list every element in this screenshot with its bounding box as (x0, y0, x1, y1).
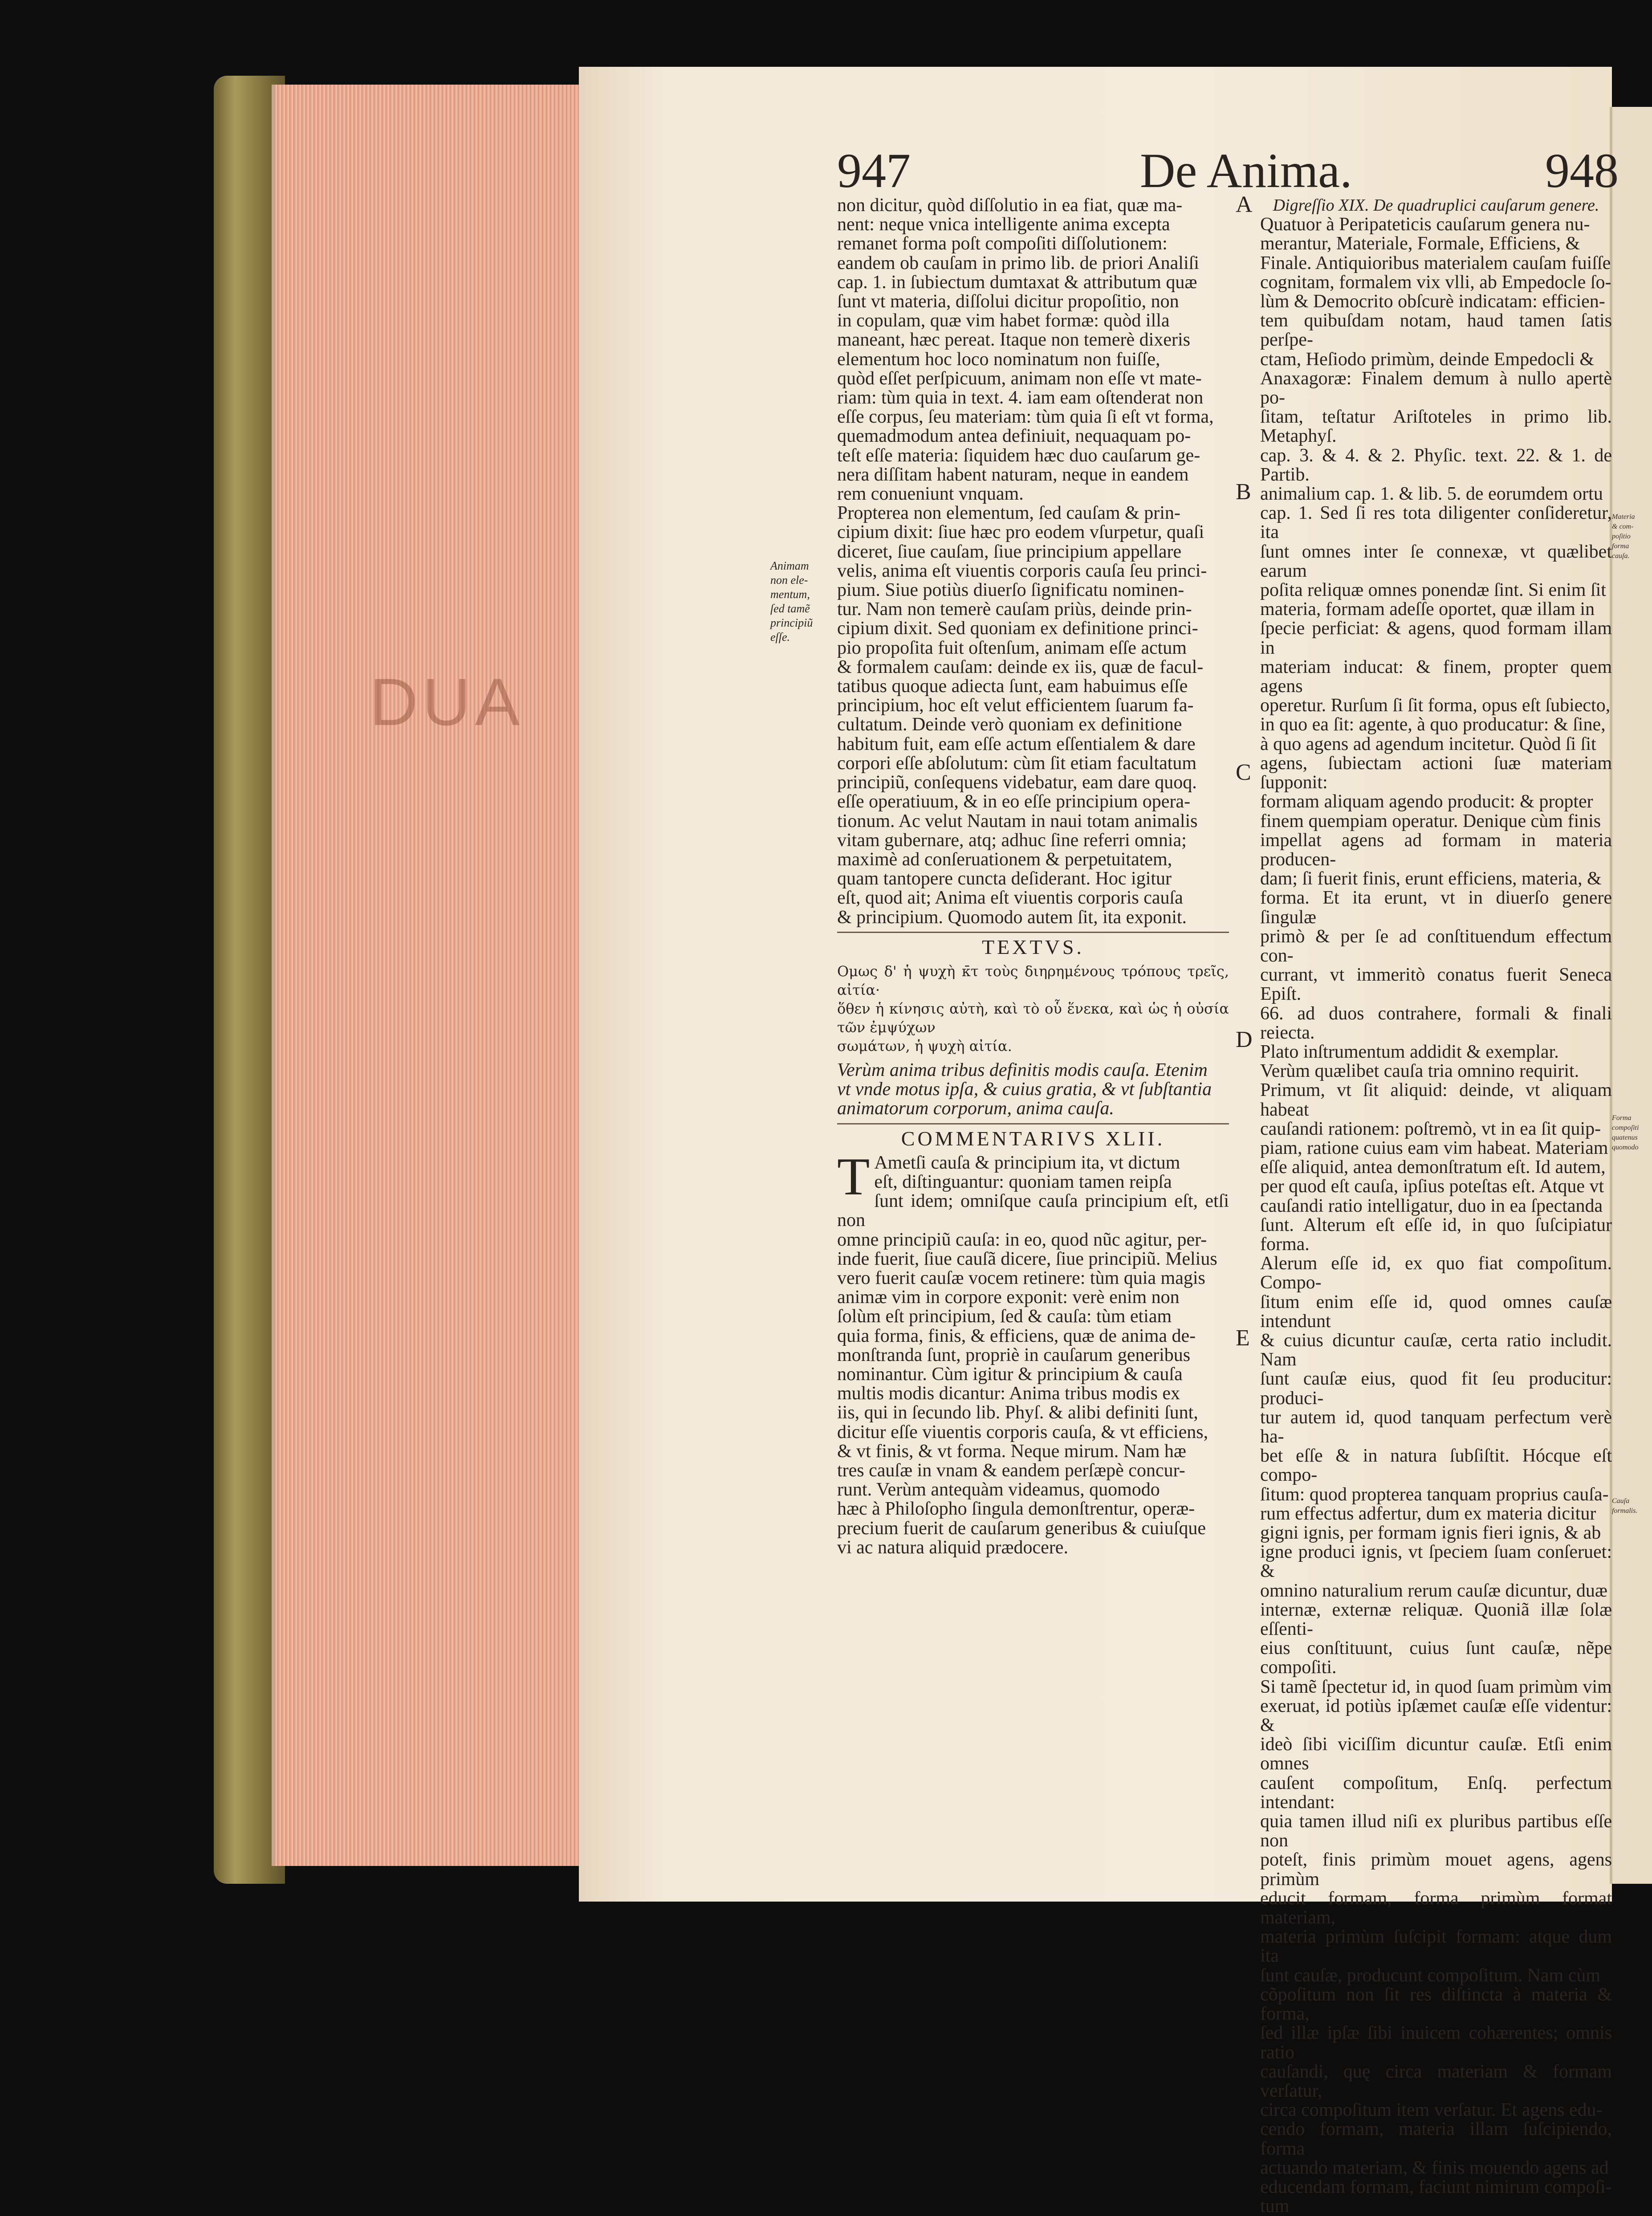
margin-line: Cauſa (1612, 1497, 1630, 1505)
text-line: materia primùm ſuſcipit formam: atque dum ita (1260, 1927, 1612, 1967)
commentary-line: quia forma, finis, & efficiens, quæ de anima de- (837, 1325, 1196, 1346)
text-line: à quo agens ad agendum incitetur. Quòd ſi ſit (1260, 733, 1596, 754)
text-line: quemadmodum antea definiuit, nequaquam po- (837, 426, 1191, 447)
section-letter-c: C (1236, 760, 1251, 785)
text-line: & principium. Quomodo autem ſit, ita exponit. (837, 907, 1187, 928)
greek-line: Ομως δ' ἡ ψυχὴ κ̄τ τοὺς διηρημένους τρόπους τρεῖς, αἰτία· (837, 962, 1229, 998)
text-line: eſſe aliquid, antea demonſtratum eſt. Id autem, (1260, 1157, 1606, 1178)
margin-line: & com- (1612, 523, 1634, 530)
text-line: elementum hoc loco nominatum non fuiſſe, (837, 349, 1160, 370)
greek-line: σωμάτων, ἡ ψυχὴ αἰτία. (837, 1037, 1012, 1055)
text-line: rum effectus adfertur, dum ex materia dicitur (1260, 1503, 1596, 1524)
margin-line: cauſa. (1612, 552, 1630, 560)
text-line: tur. Nam non temerè cauſam priùs, deinde prin- (837, 599, 1192, 620)
commentary-line: vi ac natura aliquid prædocere. (837, 1537, 1068, 1558)
text-line: Si tamẽ ſpectetur id, in quod ſuam primùm vim (1260, 1676, 1612, 1697)
text-line: eius conſtituunt, cuius ſunt cauſæ, nẽpe compoſiti. (1260, 1638, 1612, 1678)
text-line: tem quibuſdam notam, haud tamen ſatis perſpe- (1260, 310, 1612, 350)
spine-stamp: DUA (370, 664, 524, 739)
margin-line: mentum, (770, 588, 810, 601)
text-line: Quatuor à Peripateticis cauſarum genera nu- (1260, 214, 1590, 235)
text-line: non dicitur, quòd diſſolutio in ea fiat, quæ ma- (837, 195, 1183, 216)
margin-line: Animam (770, 559, 809, 572)
margin-line: Materia (1612, 513, 1635, 521)
latin-line: vt vnde motus ipſa, & cuius gratia, & vt ſubſtantia (837, 1079, 1212, 1100)
text-line: ſunt. Alterum eſt eſſe id, in quo ſuſcipiatur forma. (1260, 1214, 1612, 1255)
text-line: currant, vt immeritò conatus fuerit Seneca Epiſt. (1260, 965, 1612, 1005)
margin-line: forma (1612, 542, 1629, 550)
text-line: agens, ſubiectam actioni ſuæ materiam ſupponit: (1260, 753, 1612, 793)
section-letter-b: B (1236, 479, 1251, 505)
margin-line: compoſiti (1612, 1124, 1639, 1132)
text-line: ſunt omnes inter ſe connexæ, vt quælibet earum (1260, 541, 1612, 581)
text-line: in copulam, quæ vim habet formæ: quòd illa (837, 310, 1170, 331)
text-line: quia tamen illud niſi ex pluribus partibus eſſe non (1260, 1811, 1612, 1851)
text-line: igne produci ignis, vt ſpeciem ſuam conſeruet: & (1260, 1542, 1612, 1582)
text-line: pium. Siue potiùs diuerſo ſignificatu nominen- (837, 580, 1184, 601)
margin-line: poſitio (1612, 533, 1631, 540)
right-margin-note (1612, 1496, 1652, 1516)
text-line: tum (1260, 2196, 1290, 2216)
commentary-line: Ametſi cauſa & principium ita, vt dictum (874, 1152, 1180, 1173)
text-line: educit formam, forma primùm format materiam, (1260, 1888, 1612, 1928)
text-line: principium, hoc eſt velut efficientem ſuarum fa- (837, 695, 1194, 716)
text-line: cauſandi, quę circa materiam & formam verſatur, (1260, 2061, 1612, 2101)
text-line: lùm & Democrito obſcurè indicatam: efficien- (1260, 291, 1605, 312)
commentary-line: runt. Verùm antequàm videamus, quomodo (837, 1479, 1160, 1500)
margin-line: ſed tamẽ (770, 602, 810, 615)
commentary-line: precium fuerit de cauſarum generibus & cuiuſque (837, 1518, 1206, 1539)
text-line: merantur, Materiale, Formale, Efficiens, & (1260, 233, 1580, 254)
margin-line: eſſe. (770, 631, 790, 644)
text-line: quòd eſſet perſpicuum, animam non eſſe vt mate- (837, 368, 1202, 389)
text-line: cap. 1. Sed ſi res tota diligenter conſideretur, ita (1260, 503, 1612, 543)
text-line: impellat agens ad formam in materia producen- (1260, 830, 1612, 870)
text-line: cauſandi rationem: poſtremò, vt in ea ſit quip- (1260, 1118, 1601, 1139)
text-line: ſitum: quod propterea tanquam proprius cauſa- (1260, 1484, 1609, 1505)
commentary-line: & vt finis, & vt forma. Neque mirum. Nam hæ (837, 1441, 1186, 1462)
textus-heading: TEXTVS. (982, 935, 1084, 958)
section-letter-a: A (1236, 192, 1253, 217)
text-line: primò & per ſe ad conſtituendum effectum con- (1260, 926, 1612, 966)
text-line: cipium dixit: ſiue hæc pro eodem vſurpetur, quaſi (837, 522, 1204, 543)
greek-line: ὅθεν ἡ κίνησις αὐτὴ, καὶ τὸ οὗ ἕνεκα, καὶ ὡς ἡ οὐσία τῶν ἐμψύχων (837, 1000, 1229, 1036)
page-edges (272, 85, 587, 1866)
text-line: Plato inſtrumentum addidit & exemplar. (1260, 1041, 1559, 1062)
text-line: materia, formam adeſſe oportet, quæ illam in (1260, 599, 1595, 620)
text-line: riam: tùm quia in text. 4. iam eam oſtenderat non (837, 387, 1204, 408)
margin-line: quomodo (1612, 1144, 1639, 1151)
text-line: vitam gubernare, atq; adhuc ſine referri omnia; (837, 830, 1187, 851)
commentary-line: iis, qui in ſecundo lib. Phyſ. & alibi definiti ſunt, (837, 1402, 1198, 1423)
text-line: eſt, quod ait; Anima eſt viuentis corporis cauſa (837, 888, 1183, 908)
text-line: diceret, ſiue cauſam, ſiue principium appellare (837, 541, 1182, 562)
text-line: internæ, externæ reliquæ. Quoniã illæ ſolæ eſſenti- (1260, 1599, 1612, 1640)
text-line: animalium cap. 1. & lib. 5. de eorumdem ortu (1260, 484, 1603, 505)
commentary-text (837, 1146, 1229, 1558)
text-line: cendo formam, materia illam ſuſcipiendo, forma (1260, 2119, 1612, 2159)
commentary-line: dicitur eſſe viuentis corporis cauſa, & vt efficiens, (837, 1422, 1208, 1442)
text-line: gigni ignis, per formam ignis fieri ignis, & ab (1260, 1523, 1601, 1544)
text-line: principiũ, conſequens videbatur, eam dare quoq. (837, 772, 1197, 793)
text-line: remanet forma poſt compoſiti diſſolutionem: (837, 233, 1168, 254)
commentary-line: eſt, diſtinguantur: quoniam tamen reipſa (874, 1171, 1172, 1192)
text-line: 66. ad duos contrahere, formali & finali reiecta. (1260, 1003, 1612, 1043)
text-line: poteſt, finis primùm mouet agens, agens primùm (1260, 1849, 1612, 1890)
text-line: bet eſſe & in natura ſubſiſtit. Hócque eſt compo- (1260, 1446, 1612, 1486)
text-line: Primum, vt ſit aliquid: deinde, vt aliquam habeat (1260, 1080, 1612, 1120)
margin-line: principiũ (770, 616, 813, 629)
facing-page-edge (1610, 107, 1652, 1884)
greek-text (837, 962, 1229, 1055)
commentary-line: ſunt idem; omniſque cauſa principium eſt, etſi non (837, 1191, 1229, 1231)
text-line: ſunt cauſæ, producunt compoſitum. Nam cùm (1260, 1965, 1601, 1986)
left-margin-note (770, 559, 833, 644)
commentary-heading: COMMENTARIVS XLII. (901, 1127, 1165, 1150)
commentary-line: animæ vim in corpore exponit: verè enim non (837, 1287, 1180, 1308)
text-line: Verùm quælibet cauſa tria omnino requirit. (1260, 1061, 1579, 1082)
text-line: ſitam, teſtatur Ariſtoteles in primo lib. Metaphyſ. (1260, 407, 1612, 447)
text-line: per quod eſt cauſa, ipſius poteſtas eſt. Atque vt (1260, 1176, 1604, 1197)
text-line: habitum fuit, eam eſſe actum eſſentialem & dare (837, 733, 1196, 754)
text-line: maneant, hæc pereat. Itaque non temerè dixeris (837, 330, 1190, 350)
section-letter-e: E (1236, 1325, 1250, 1351)
text-line: ideò ſibi viciſſim dicuntur cauſæ. Etſi enim omnes (1260, 1734, 1612, 1774)
commentary-line: multis modis dicantur: Anima tribus modis ex (837, 1383, 1180, 1404)
text-line: tur autem id, quod tanquam perfectum verè ha- (1260, 1407, 1612, 1447)
commentary-line: omne principiũ cauſa: in eo, quod nũc agitur, per- (837, 1229, 1207, 1250)
text-line: ſunt cauſæ eius, quod fit ſeu producitur: produci- (1260, 1369, 1612, 1409)
commentary-line: ſolùm eſt principium, ſed & cauſa: tùm etiam (837, 1306, 1172, 1327)
text-line: tionum. Ac velut Nautam in naui totam animalis (837, 811, 1198, 831)
text-line: ſitum enim eſſe id, quod omnes cauſæ intendunt (1260, 1291, 1612, 1332)
text-line: rem conueniunt vnquam. (837, 484, 1024, 505)
text-line: finem quempiam operatur. Denique cùm finis (1260, 811, 1601, 831)
right-page-number: 948 (1545, 143, 1619, 198)
commentary-line: hæc à Philoſopho ſingula demonſtrentur, operæ- (837, 1499, 1195, 1519)
right-text-column (1260, 196, 1612, 2216)
text-line: piam, ratione cuius eam vim habeat. Materiam (1260, 1137, 1608, 1158)
text-line: maximè ad conſeruationem & perpetuitatem, (837, 849, 1172, 870)
text-line: dam; ſi fuerit finis, erunt efficiens, materia, & (1260, 868, 1602, 889)
text-line: omnino naturalium rerum cauſæ dicuntur, duæ (1260, 1580, 1607, 1601)
left-page-number: 947 (837, 143, 911, 198)
text-line: cognitam, formalem vix vlli, ab Empedocle ſo- (1260, 272, 1611, 293)
text-line: Propterea non elementum, ſed cauſam & prin- (837, 503, 1180, 524)
commentary-body (837, 1146, 1229, 1558)
text-line: circa compoſitum item verſatur. Et agens edu- (1260, 2100, 1603, 2121)
digression-title: Digreſſio XIX. De quadruplici cauſarum genere. (1273, 196, 1599, 215)
margin-line: Forma (1612, 1114, 1632, 1122)
commentary-line: monſtranda ſunt, propriè in cauſarum generibus (837, 1344, 1191, 1365)
text-line: & cuius dicuntur cauſæ, certa ratio includit. Nam (1260, 1330, 1612, 1370)
text-line: velis, anima eſt viuentis corporis cauſa ſeu princi- (837, 560, 1207, 581)
text-line: forma. Et ita erunt, vt in diuerſo genere ſingulæ (1260, 888, 1612, 928)
text-line: cap. 1. in ſubiectum dumtaxat & attributum quæ (837, 272, 1197, 293)
text-line: cauſandi ratio intelligatur, duo in ea ſpectanda (1260, 1195, 1603, 1216)
margin-line: non ele- (770, 574, 808, 587)
text-line: materiam inducat: & finem, propter quem agens (1260, 656, 1612, 697)
text-line: ſed illæ ipſæ ſibi inuicem cohærentes; omnis ratio (1260, 2023, 1612, 2063)
text-line: cauſent compoſitum, Enſq. perfectum intendant: (1260, 1772, 1612, 1813)
text-line: nent: neque vnica intelligente anima excepta (837, 214, 1170, 235)
text-line: teſt eſſe materia: ſiquidem hæc duo cauſarum ge- (837, 445, 1200, 466)
text-line: cõpoſitum non ſit res diſtincta à materia & forma, (1260, 1984, 1612, 2025)
text-line: cap. 3. & 4. & 2. Phyſic. text. 22. & 1. de Partib. (1260, 445, 1612, 485)
section-letter-d: D (1236, 1027, 1253, 1052)
text-line: & formalem cauſam: deinde ex iis, quæ de facul- (837, 656, 1204, 677)
commentary-line: vero fuerit cauſæ vocem retinere: tùm quia magis (837, 1267, 1205, 1288)
right-margin-note (1612, 512, 1652, 561)
intro-paragraph (837, 196, 1229, 504)
text-line: eſſe operatiuum, & in eo eſſe principium opera- (837, 791, 1191, 812)
left-text-column (837, 196, 1229, 1557)
text-line: ſpecie perficiat: & agens, quod formam illam in (1260, 618, 1612, 658)
text-line: ctam, Heſiodo primùm, deinde Empedocli & (1260, 349, 1594, 370)
right-margin-note (1612, 1113, 1652, 1153)
text-line: corpori eſſe abſolutum: cùm ſit etiam facultatum (837, 753, 1197, 774)
text-line: actuando materiam, & finis mouendo agens ad (1260, 2157, 1609, 2178)
text-line: poſita reliquæ omnes ponendæ ſint. Si enim ſit (1260, 580, 1606, 601)
margin-line: quatenus (1612, 1134, 1638, 1141)
margin-line: formalis. (1612, 1507, 1638, 1515)
latin-translation (837, 1061, 1229, 1119)
latin-line: animatorum corporum, anima cauſa. (837, 1098, 1114, 1119)
text-line: Alerum eſſe id, ex quo fiat compoſitum. Compo- (1260, 1253, 1612, 1293)
text-line: educendam formam, faciunt nimirum compoſi- (1260, 2176, 1612, 2197)
text-line: in quo ea ſit: agente, à quo producatur: & ſine, (1260, 714, 1606, 735)
text-line: formam aliquam agendo producit: & propter (1260, 791, 1593, 812)
commentary-line: tres cauſæ in vnam & eandem perſæpè concur- (837, 1460, 1185, 1481)
running-title: De Anima. (1140, 143, 1352, 198)
text-line: Finale. Antiquioribus materialem cauſam fuiſſe (1260, 253, 1611, 273)
text-line: eſſe corpus, ſeu materiam: tùm quia ſi eſt vt forma, (837, 407, 1214, 428)
section-rule (837, 932, 1229, 933)
digression-text (1260, 215, 1612, 2216)
commentary-line: inde fuerit, ſiue cauſã dicere, ſiue principiũ. Melius (837, 1248, 1217, 1269)
latin-line: Verùm anima tribus definitis modis cauſa. Etenim (837, 1059, 1208, 1080)
text-line: tatibus quoque adiecta ſunt, eam habuimus eſſe (837, 676, 1188, 697)
text-line: cultatum. Deinde verò quoniam ex definitione (837, 714, 1182, 735)
commentary-line: nominantur. Cùm igitur & principium & cauſa (837, 1364, 1183, 1385)
second-paragraph (837, 504, 1229, 927)
text-line: operetur. Rurſum ſi ſit forma, opus eſt ſubiecto, (1260, 695, 1611, 716)
text-line: eandem ob cauſam in primo lib. de priori Analiſi (837, 253, 1199, 273)
text-line: ſunt vt materia, diſſolui dicitur propoſitio, non (837, 291, 1179, 312)
text-line: cipium dixit. Sed quoniam ex definitione princi- (837, 618, 1198, 639)
text-line: pio propoſita fuit oſtenſum, animam eſſe actum (837, 637, 1187, 658)
text-line: quam tantopere cuncta deſiderant. Hoc igitur (837, 868, 1172, 889)
text-line: nera diſſitam habent naturam, neque in eandem (837, 464, 1189, 485)
text-line: Anaxagoræ: Finalem demum à nullo apertè po- (1260, 368, 1612, 408)
section-rule (837, 1123, 1229, 1124)
drop-cap: T (837, 1146, 870, 1206)
text-line: exeruat, id potiùs ipſæmet cauſæ eſſe videntur: & (1260, 1695, 1612, 1736)
